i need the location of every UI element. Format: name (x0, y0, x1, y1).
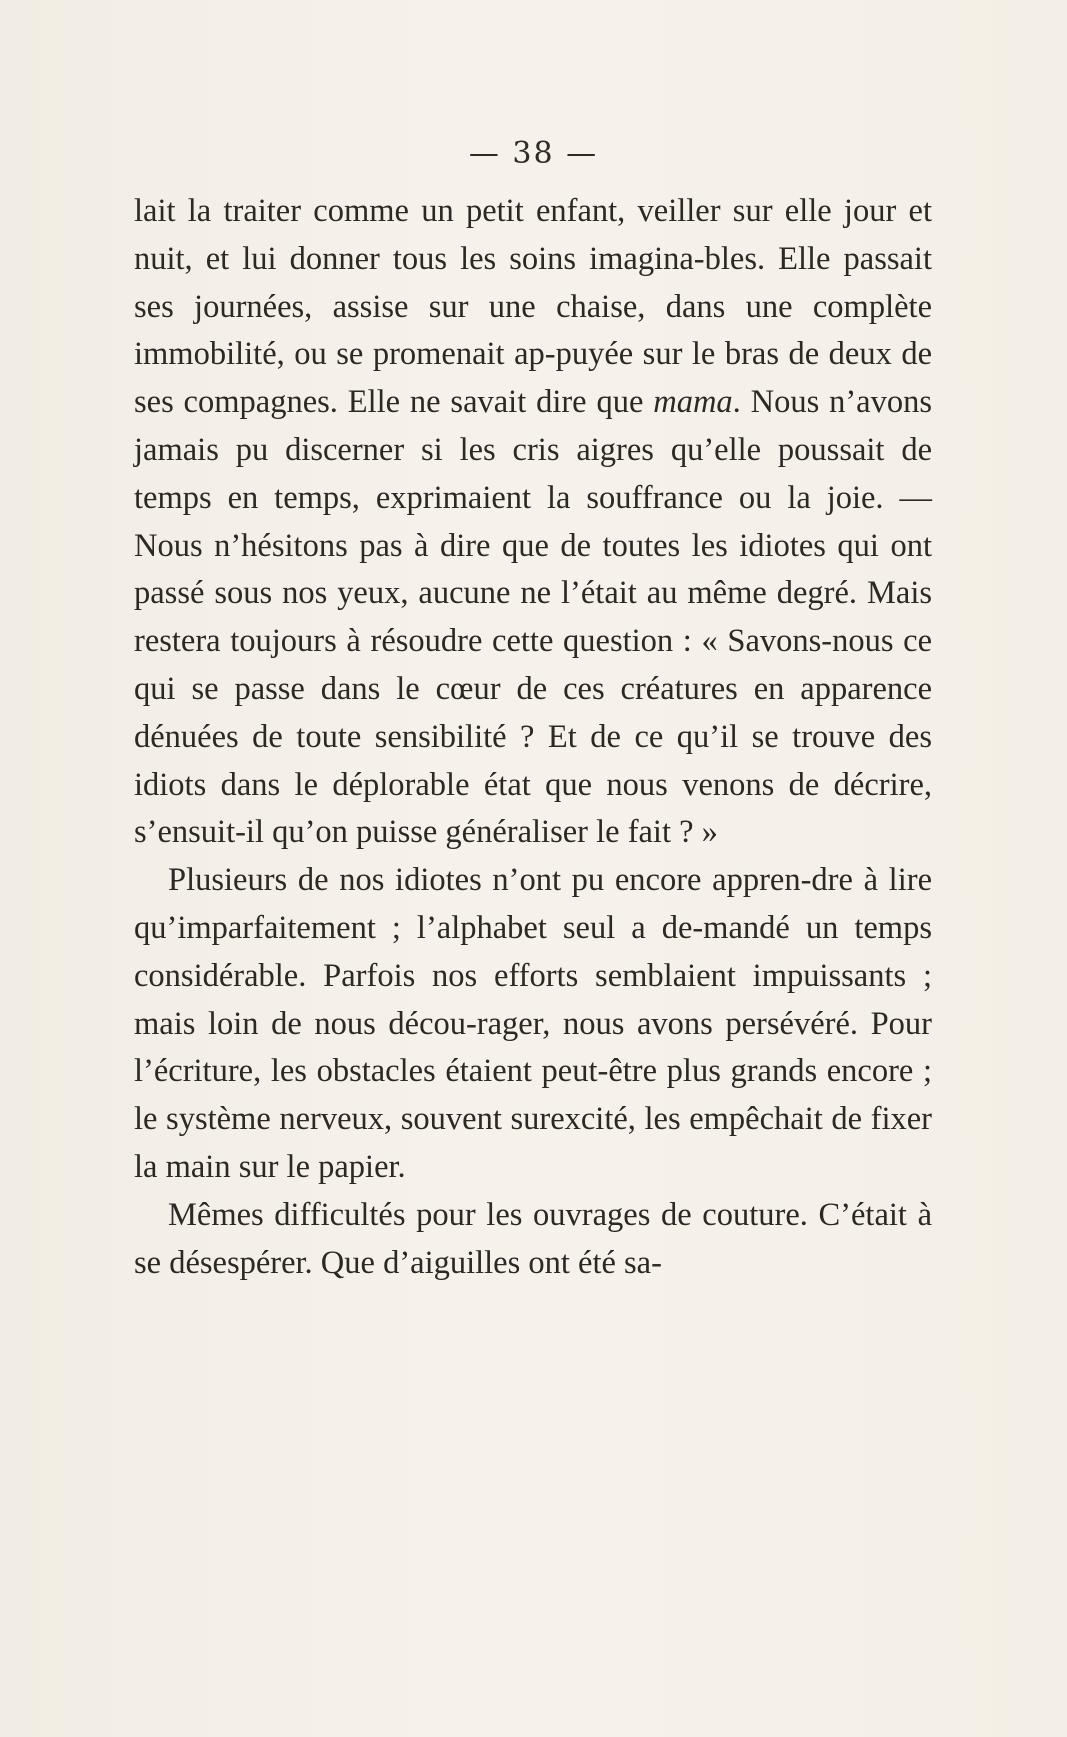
body-text (134, 188, 932, 1287)
emphasized-word: mama (653, 384, 733, 421)
paragraph: Mêmes difficultés pour les ouvrages de couture. C’était à se désespérer. Que d’aiguilles ont été sa- (134, 1196, 932, 1281)
page-number: — 38 — (468, 136, 599, 171)
paragraph-text-after-emphasis: . Nous n’avons jamais pu discerner si les cris aigres qu’elle poussait de temps en temps, exprimaient la souffrance ou la joie. — Nous n’hésitons pas à dire que de toutes les idiotes qui ont passé sous nos yeux, aucune ne l’était au même degré. Mais restera toujours à résoudre cette question : « Savons-nous ce qui se passe dans le cœur de ces créatures en apparence dénuées de toute sensibilité ? Et de ce qu’il se trouve des idiots dans le déplorable état que nous venons de décrire, s’ensuit-il qu’on puisse généraliser le fait ? » (134, 384, 932, 851)
paragraph: Plusieurs de nos idiotes n’ont pu encore appren-dre à lire qu’imparfaitement ; l’alphabet seul a de-mandé un temps considérable. Parfois nos efforts semblaient impuissants ; mais loin de nous décou-rager, nous avons persévéré. Pour l’écriture, les obstacles étaient peut-être plus grands encore ; le système nerveux, souvent surexcité, les empêchait de fixer la main sur le papier. (134, 862, 932, 1185)
paragraph-continued (134, 188, 932, 857)
paragraph-text-before-emphasis: lait la traiter comme un petit enfant, veiller sur elle jour et nuit, et lui donner tous les soins imagina-bles. Elle passait ses journées, assise sur une chaise, dans une complète immobilité, ou se promenait ap-puyée sur le bras de deux de ses compagnes. Elle ne savait dire que (134, 193, 932, 421)
